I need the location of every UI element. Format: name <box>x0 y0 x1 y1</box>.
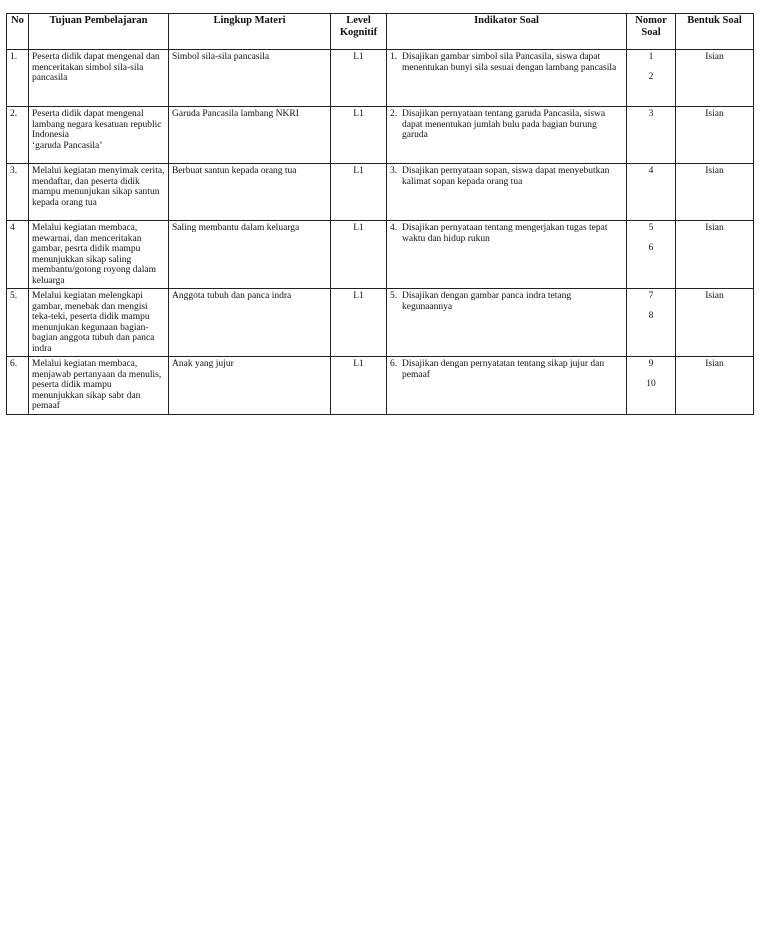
header-tujuan: Tujuan Pembelajaran <box>29 14 169 50</box>
table-row <box>7 357 754 415</box>
lingkup-cell: Saling membantu dalam keluarga <box>169 221 331 289</box>
nomor-soal-value: 10 <box>646 379 656 389</box>
row-number: 3. <box>7 164 29 221</box>
bentuk-cell: Isian <box>676 221 754 289</box>
nomor-soal-value: 9 <box>648 359 654 369</box>
lingkup-cell: Berbuat santun kepada orang tua <box>169 164 331 221</box>
row-number: 1. <box>7 50 29 107</box>
nomor-soal-value: 3 <box>648 109 654 119</box>
header-bentuk: Bentuk Soal <box>676 14 754 50</box>
indikator-text: Disajikan dengan pernyatatan tentang sikap jujur dan pemaaf <box>402 359 605 380</box>
nomor-cell <box>627 289 676 357</box>
indikator-text: Disajikan pernyataan sopan, siswa dapat menyebutkan kalimat sopan kepada orang tua <box>402 166 610 187</box>
indikator-text: Disajikan dengan gambar panca indra tetang kegunaannya <box>402 291 572 312</box>
nomor-soal-value: 6 <box>648 243 654 253</box>
tujuan-cell: Melalui kegiatan melengkapi gambar, menebak dan mengisi teka-teki, peserta didik mampu menunjukan kegunaan bagian-bagian anggota tubuh dan panca indra <box>29 289 169 357</box>
nomor-cell <box>627 357 676 415</box>
header-nomor: Nomor Soal <box>627 14 676 50</box>
table-row <box>7 107 754 164</box>
level-cell: L1 <box>331 107 387 164</box>
bentuk-cell: Isian <box>676 289 754 357</box>
row-number: 5. <box>7 289 29 357</box>
indikator-cell <box>387 289 627 357</box>
tujuan-cell: Melalui kegiatan menyimak cerita, mendaftar, dan peserta didik mampu menunjukan sikap santun kepada orang tua <box>29 164 169 221</box>
nomor-cell <box>627 107 676 164</box>
header-lingkup: Lingkup Materi <box>169 14 331 50</box>
table-body <box>7 50 754 415</box>
table-row <box>7 50 754 107</box>
indikator-number: 2. <box>390 109 398 119</box>
indikator-number: 3. <box>390 166 398 176</box>
lingkup-cell: Anggota tubuh dan panca indra <box>169 289 331 357</box>
lingkup-cell: Garuda Pancasila lambang NKRI <box>169 107 331 164</box>
header-no: No <box>7 14 29 50</box>
tujuan-cell: Peserta didik dapat mengenal lambang negara kesatuan republic Indonesia ‘garuda Pancasila’ <box>29 107 169 164</box>
table-row <box>7 164 754 221</box>
nomor-soal-value: 2 <box>648 72 654 82</box>
indikator-cell <box>387 50 627 107</box>
header-row <box>7 14 754 50</box>
indikator-text: Disajikan pernyataan tentang mengerjakan tugas tepat waktu dan hidup rukun <box>402 223 608 244</box>
header-indikator: Indikator Soal <box>387 14 627 50</box>
row-number: 2. <box>7 107 29 164</box>
indikator-text: Disajikan pernyataan tentang garuda Pancasila, siswa dapat menentukan jumlah bulu pada bagian burung garuda <box>402 109 606 140</box>
nomor-cell <box>627 164 676 221</box>
nomor-soal-value: 7 <box>648 291 654 301</box>
indikator-number: 5. <box>390 291 398 301</box>
row-number: 6. <box>7 357 29 415</box>
indikator-cell <box>387 221 627 289</box>
nomor-soal-value: 8 <box>648 311 654 321</box>
table-row <box>7 221 754 289</box>
indikator-number: 1. <box>390 52 398 62</box>
nomor-cell <box>627 50 676 107</box>
nomor-cell <box>627 221 676 289</box>
indikator-text: Disajikan gambar simbol sila Pancasila, siswa dapat menentukan bunyi sila sesuai dengan lambang pancasila <box>402 52 617 73</box>
tujuan-cell: Peserta didik dapat mengenal dan menceritakan simbol sila-sila pancasila <box>29 50 169 107</box>
lingkup-cell: Simbol sila-sila pancasila <box>169 50 331 107</box>
nomor-soal-value: 4 <box>648 166 654 176</box>
level-cell: L1 <box>331 357 387 415</box>
row-number: 4 <box>7 221 29 289</box>
level-cell: L1 <box>331 50 387 107</box>
lingkup-cell: Anak yang jujur <box>169 357 331 415</box>
indikator-cell <box>387 107 627 164</box>
level-cell: L1 <box>331 164 387 221</box>
bentuk-cell: Isian <box>676 50 754 107</box>
level-cell: L1 <box>331 289 387 357</box>
nomor-soal-value: 5 <box>648 223 654 233</box>
bentuk-cell: Isian <box>676 357 754 415</box>
indikator-cell <box>387 164 627 221</box>
bentuk-cell: Isian <box>676 164 754 221</box>
kisi-kisi-table <box>6 13 754 415</box>
tujuan-cell: Melalui kegiatan membaca, mewarnai, dan menceritakan gambar, pesrta didik mampu menunjukkan sikap saling membantu/gotong royong dalam keluarga <box>29 221 169 289</box>
indikator-number: 4. <box>390 223 398 233</box>
table-row <box>7 289 754 357</box>
bentuk-cell: Isian <box>676 107 754 164</box>
header-level: Level Kognitif <box>331 14 387 50</box>
level-cell: L1 <box>331 221 387 289</box>
indikator-cell <box>387 357 627 415</box>
nomor-soal-value: 1 <box>648 52 654 62</box>
indikator-number: 6. <box>390 359 398 369</box>
tujuan-cell: Melalui kegiatan membaca, menjawab pertanyaan da menulis, peserta didik mampu menunjukkan sikap sabr dan pemaaf <box>29 357 169 415</box>
